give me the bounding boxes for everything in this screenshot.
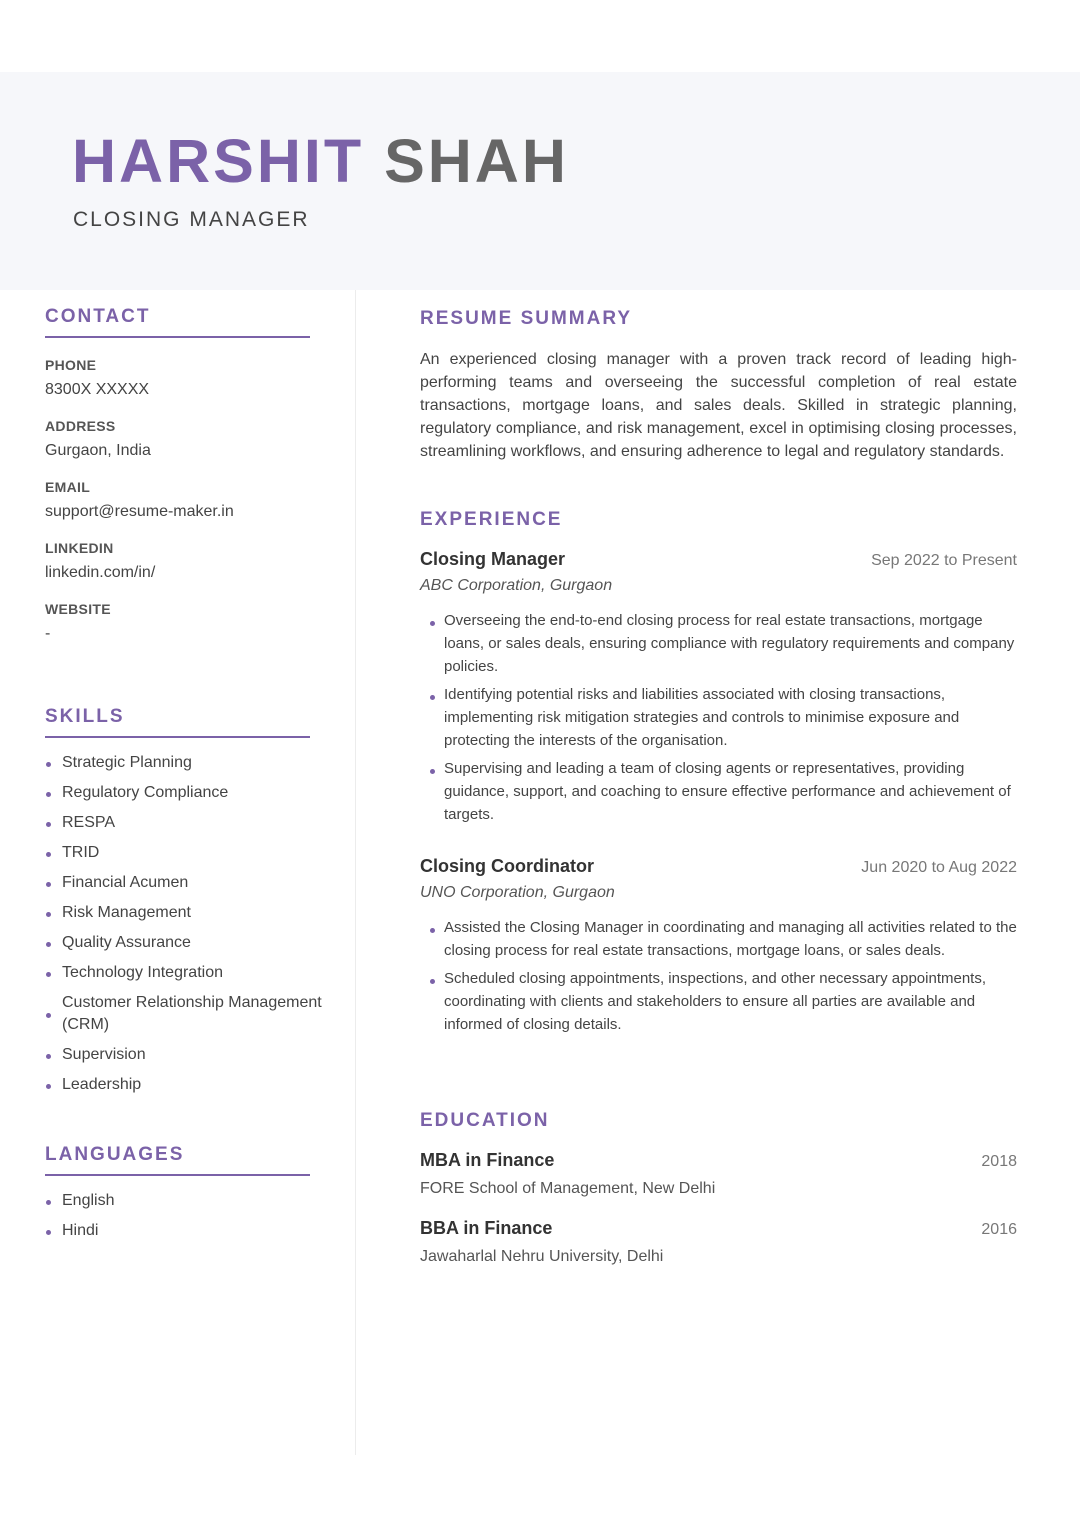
skill-item: Technology Integration xyxy=(45,962,335,984)
address-value: Gurgaon, India xyxy=(45,442,151,459)
job-title: Closing Manager xyxy=(420,549,566,569)
summary-heading: RESUME SUMMARY xyxy=(420,308,633,329)
phone-label: PHONE xyxy=(45,357,97,373)
duty-item: Scheduled closing appointments, inspections, and other necessary appointments, coordinating with clients and stakeholders to ensure all parties are available and informed of closing details. xyxy=(430,967,1017,1036)
address-label: ADDRESS xyxy=(45,418,116,434)
job-company: UNO Corporation, Gurgaon xyxy=(420,884,615,901)
skill-item: RESPA xyxy=(45,812,335,834)
skill-item: Supervision xyxy=(45,1044,335,1066)
contact-section xyxy=(45,306,335,643)
skill-item: Risk Management xyxy=(45,902,335,924)
job-entry xyxy=(420,856,1017,1036)
skills-section xyxy=(45,706,335,1096)
job-date: Sep 2022 to Present xyxy=(871,552,1017,569)
degree: MBA in Finance xyxy=(420,1150,555,1170)
right-column xyxy=(420,308,1017,1266)
skills-heading: SKILLS xyxy=(45,706,310,738)
education-section xyxy=(420,1110,1017,1266)
linkedin-value[interactable]: linkedin.com/in/ xyxy=(45,564,156,581)
graduation-year: 2016 xyxy=(981,1221,1017,1238)
duty-item: Supervising and leading a team of closing agents or representatives, providing guidance, support, and coaching to ensure effective performance and achievement of targets. xyxy=(430,757,1017,826)
website-value: - xyxy=(45,625,51,642)
skills-list xyxy=(45,752,335,1096)
skill-item: Customer Relationship Management (CRM) xyxy=(45,992,335,1036)
degree: BBA in Finance xyxy=(420,1218,553,1238)
graduation-year: 2018 xyxy=(981,1153,1017,1170)
job-role: CLOSING MANAGER xyxy=(73,208,310,231)
first-name: HARSHIT xyxy=(72,127,365,195)
column-divider xyxy=(355,290,356,1455)
last-name: SHAH xyxy=(384,127,569,195)
duty-item: Assisted the Closing Manager in coordinating and managing all activities related to the closing process for real estate transactions, mortgage loans, or sales deals. xyxy=(430,916,1017,962)
language-item: English xyxy=(45,1190,335,1212)
skill-item: Regulatory Compliance xyxy=(45,782,335,804)
email-label: EMAIL xyxy=(45,479,91,495)
phone-value: 8300X XXXXX xyxy=(45,381,150,398)
duty-item: Identifying potential risks and liabilities associated with closing transactions, implementing risk mitigation strategies and controls to minimise exposure and protecting the interests of the organisation. xyxy=(430,683,1017,752)
skill-item: Financial Acumen xyxy=(45,872,335,894)
experience-heading: EXPERIENCE xyxy=(420,509,563,530)
experience-section xyxy=(420,509,1017,1036)
job-title: Closing Coordinator xyxy=(420,856,594,876)
languages-heading: LANGUAGES xyxy=(45,1144,310,1176)
school-name: Jawaharlal Nehru University, Delhi xyxy=(420,1248,664,1265)
left-column xyxy=(45,306,335,1250)
summary-section xyxy=(420,308,1017,463)
skill-item: Leadership xyxy=(45,1074,335,1096)
candidate-name xyxy=(72,128,569,194)
email-value[interactable]: support@resume-maker.in xyxy=(45,503,234,520)
website-label: WEBSITE xyxy=(45,601,111,617)
linkedin-label: LINKEDIN xyxy=(45,540,114,556)
skill-item: Quality Assurance xyxy=(45,932,335,954)
duty-item: Overseeing the end-to-end closing process for real estate transactions, mortgage loans, or sales deals, ensuring compliance with regulatory requirements and company policies. xyxy=(430,609,1017,678)
education-heading: EDUCATION xyxy=(420,1110,550,1131)
languages-list xyxy=(45,1190,335,1242)
job-company: ABC Corporation, Gurgaon xyxy=(420,577,613,594)
skill-item: Strategic Planning xyxy=(45,752,335,774)
job-date: Jun 2020 to Aug 2022 xyxy=(861,859,1017,876)
job-duties xyxy=(420,916,1017,1036)
language-item: Hindi xyxy=(45,1220,335,1242)
education-entry xyxy=(420,1150,1017,1198)
school-name: FORE School of Management, New Delhi xyxy=(420,1180,716,1197)
skill-item: TRID xyxy=(45,842,335,864)
contact-heading: CONTACT xyxy=(45,306,310,338)
summary-text: An experienced closing manager with a proven track record of leading high-performing teams and overseeing the successful completion of real estate transactions, mortgage loans, and sales deals. Skilled in strategic planning, regulatory compliance, and risk management, excel in optimising closing processes, streamlining workflows, and ensuring adherence to legal and regulatory standards. xyxy=(420,351,1017,460)
languages-section xyxy=(45,1144,335,1242)
education-entry xyxy=(420,1218,1017,1266)
job-duties xyxy=(420,609,1017,826)
job-entry xyxy=(420,549,1017,826)
